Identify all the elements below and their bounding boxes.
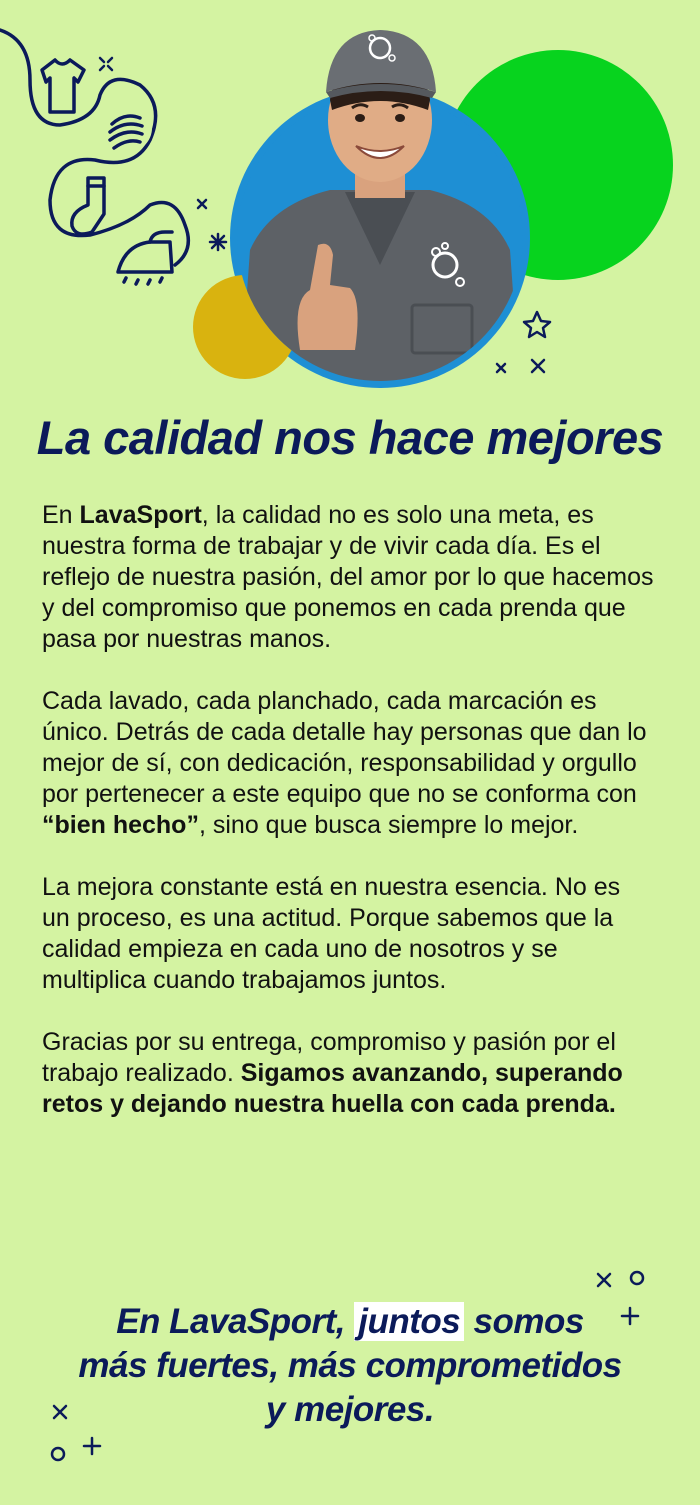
iron-icon [118,232,172,284]
paragraph-1: En LavaSport, la calidad no es solo una meta, es nuestra forma de trabajar y de vivir cada día. Es el reflejo de nuestra pasión, del amor por lo que hacemos y del compromiso que ponemos en cada prenda que pasa por nuestras manos. [42,501,654,653]
towel-icon [104,104,152,152]
laundry-icons [0,30,188,284]
body-text [42,500,654,1151]
tshirt-icon [42,60,84,112]
brand-name: LavaSport [79,501,202,529]
paragraph-4: Gracias por su entrega, compromiso y pasión por el trabajo realizado. Sigamos avanzando, superando retos y dejando nuestra huella con cada prenda. [42,1028,623,1118]
paragraph-3: La mejora constante está en nuestra esencia. No es un proceso, es una actitud. Porque sabemos que la calidad empieza en cada uno de nosotros y se multiplica cuando trabajamos juntos. [42,873,621,994]
paragraph-2: Cada lavado, cada planchado, cada marcación es único. Detrás de cada detalle hay personas que dan lo mejor de sí, con dedicación, responsabilidad y orgullo por pertenecer a este equipo que no se conforma con “bien hecho”, sino que busca siempre lo mejor. [42,687,647,839]
highlight-word: juntos [354,1302,464,1341]
closing-message: En LavaSport, juntos somos más fuertes, más comprometidos y mejores. [78,1302,622,1429]
star-icon [524,312,550,337]
sock-icon [72,178,104,234]
hero-illustration [0,0,700,400]
page-title: La calidad nos hace mejores [36,411,664,464]
